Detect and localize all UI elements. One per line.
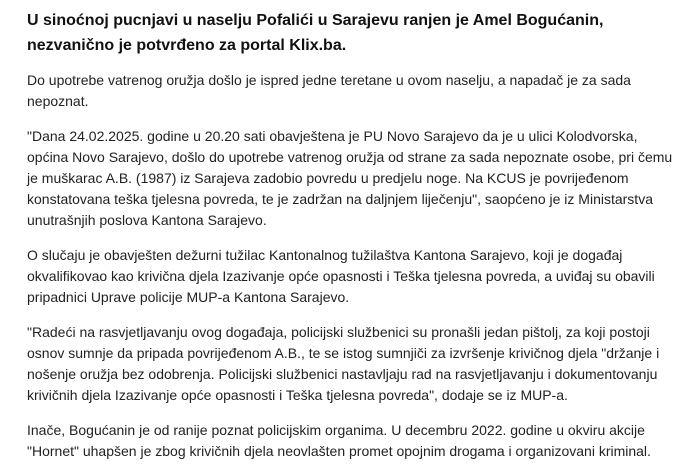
- article-paragraph: Do upotrebe vatrenog oružja došlo je ispred jedne teretane u ovom naselju, a napadač je za sada nepoznat.: [27, 72, 631, 109]
- article-lead: U sinoćnoj pucnjavi u naselju Pofalići u Sarajevu ranjen je Amel Bogućanin, nezvanično je potvrđeno za portal Klix.ba.: [27, 12, 604, 54]
- article-paragraph: "Dana 24.02.2025. godine u 20.20 sati obavještena je PU Novo Sarajevo da je u ulici Kolodvorska, općina Novo Sarajevo, došlo do upotrebe vatrenog oružja od strane za sada nepoznate osobe, pri čemu je muškarac A.B. (1987) iz Sarajeva zadobio povredu u predjelu noge. Na KCUS je povrijeđenom konstatovana teška tjelesna povreda, te je zadržan na daljnjem liječenju", saopćeno je iz Ministarstva unutrašnjih poslova Kantona Sarajevo.: [27, 128, 673, 228]
- article-paragraph: Inače, Bogućanin je od ranije poznat policijskim organima. U decembru 2022. godine u okviru akcije "Hornet" uhapšen je zbog krivičnih djela neovlašten promet opojnim drogama i organizovani kriminal.: [27, 422, 651, 459]
- article-body: [27, 8, 679, 476]
- article-paragraph: O slučaju je obavješten dežurni tužilac Kantonalnog tužilaštva Kantona Sarajevo, koji je događaj okvalifikovao kao krivična djela Izazivanje opće opasnosti i Teška tjelesna povreda, a uviđaj su obavili pripadnici Uprave policije MUP-a Kantona Sarajevo.: [27, 247, 655, 305]
- article-paragraph: "Radeći na rasvjetljavanju ovog događaja, policijski službenici su pronašli jedan pištolj, za koji postoji osnov sumnje da pripada povrijeđenom A.B., te se istog sumnjiči za izvršenje krivičnog djela "držanje i nošenje oružja bez odobrenja. Policijski službenici nastavljaju rad na rasvjetljavanju i dokumentovanju krivičnih djela Izazivanje opće opasnosti i Teška tjelesna povreda", dodaje se iz MUP-a.: [27, 324, 660, 403]
